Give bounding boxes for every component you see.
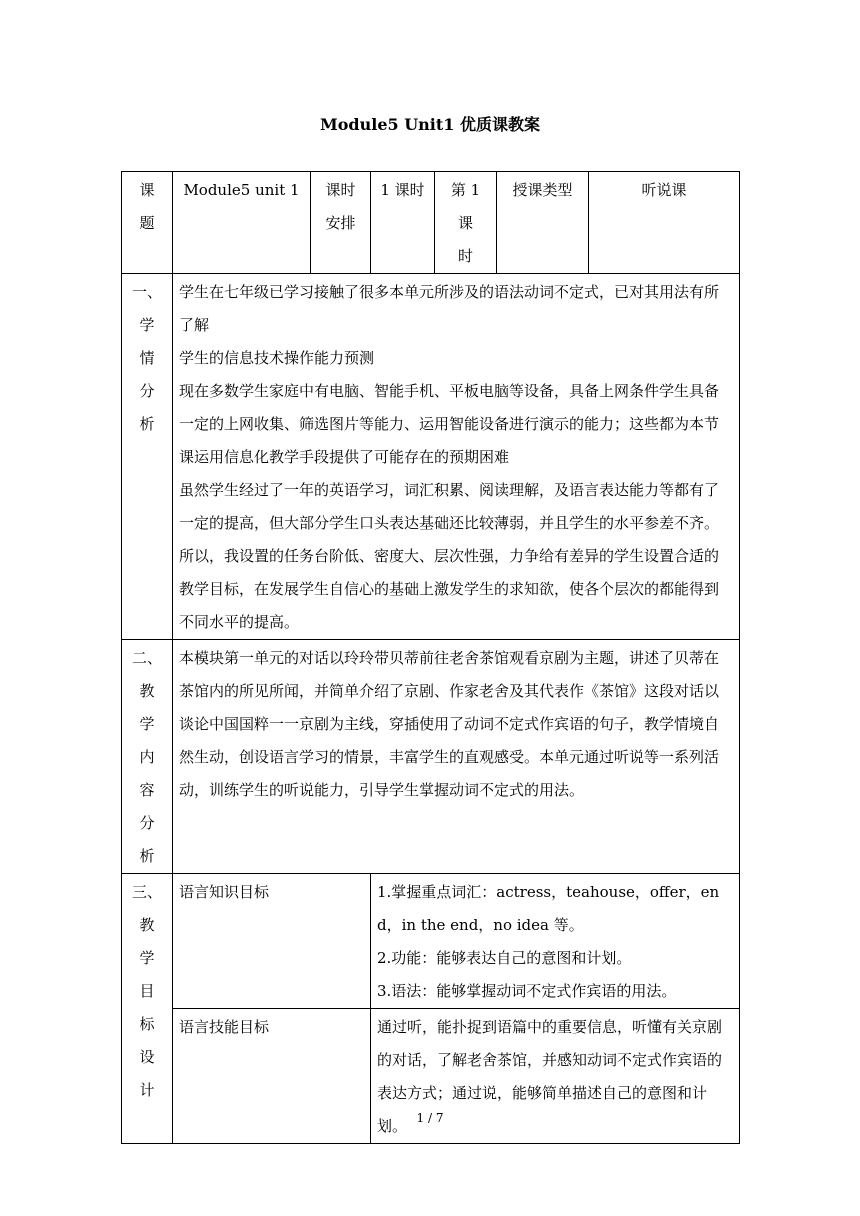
knowledge-goals-content <box>371 874 740 1009</box>
section-objectives-knowledge <box>122 874 740 1009</box>
section1-label: 一、 学 情 分 析 <box>122 274 173 640</box>
paragraph: 3.语法：能够掌握动词不定式作宾语的用法。 <box>377 982 677 1000</box>
paragraph: 学生的信息技术操作能力预测 <box>179 349 375 367</box>
paragraph: 2.功能：能够表达自己的意图和计划。 <box>377 949 632 967</box>
page-number: 1 / 7 <box>416 1111 444 1125</box>
section2-label: 二、 教 学 内 容 分 析 <box>122 640 173 874</box>
section3-label: 三、 教 学 目 标 设 计 <box>122 874 173 1144</box>
lesson-type-label: 授课类型 <box>497 172 589 274</box>
hours-label: 课时 安排 <box>311 172 371 274</box>
header-row <box>122 172 740 274</box>
topic-value: Module5 unit 1 <box>173 172 311 274</box>
paragraph: 虽然学生经过了一年的英语学习，词汇积累、阅读理解，及语言表达能力等都有了一定的提高，但大部分学生口头表达基础还比较薄弱，并且学生的水平参差不齐。所以，我设置的任务台阶低、密度大、层次性强，力争给有差异的学生设置合适的教学目标，在发展学生自信心的基础上激发学生的求知欲，使各个层次的都能得到不同水平的提高。 <box>179 481 720 631</box>
section-learner-analysis <box>122 274 740 640</box>
section1-content <box>173 274 740 640</box>
lesson-type-value: 听说课 <box>589 172 740 274</box>
paragraph: 学生在七年级已学习接触了很多本单元所涉及的语法动词不定式，已对其用法有所了解 <box>179 283 720 334</box>
lesson-plan-table <box>121 171 740 1144</box>
section2-content <box>173 640 740 874</box>
knowledge-goals-label: 语言知识目标 <box>173 874 371 1009</box>
topic-label: 课 题 <box>122 172 173 274</box>
section-content-analysis <box>122 640 740 874</box>
skill-goals-label: 语言技能目标 <box>173 1009 371 1144</box>
paragraph: 通过听，能扑捉到语篇中的重要信息，听懂有关京剧的对话，了解老舍茶馆，并感知动词不定式作宾语的表达方式；通过说，能够简单描述自己的意图和计划。 <box>377 1018 723 1135</box>
hours-value: 1 课时 <box>371 172 435 274</box>
paragraph: 现在多数学生家庭中有电脑、智能手机、平板电脑等设备，具备上网条件学生具备一定的上网收集、筛选图片等能力、运用智能设备进行演示的能力；这些都为本节课运用信息化教学手段提供了可能存在的预期困难 <box>179 382 720 466</box>
paragraph: 本模块第一单元的对话以玲玲带贝蒂前往老舍茶馆观看京剧为主题，讲述了贝蒂在茶馆内的所见所闻，并简单介绍了京剧、作家老舍及其代表作《茶馆》这段对话以谈论中国国粹一一京剧为主线，穿插使用了动词不定式作宾语的句子，教学情境自然生动，创设语言学习的情景，丰富学生的直观感受。本单元通过听说等一系列活动，训练学生的听说能力，引导学生掌握动词不定式的用法。 <box>179 649 720 799</box>
document-title: Module5 Unit1 优质课教案 <box>320 115 540 134</box>
paragraph: 1.掌握重点词汇：actress，teahouse，offer，end，in the end，no idea 等。 <box>377 883 720 934</box>
lesson-number: 第 1 课 时 <box>435 172 497 274</box>
